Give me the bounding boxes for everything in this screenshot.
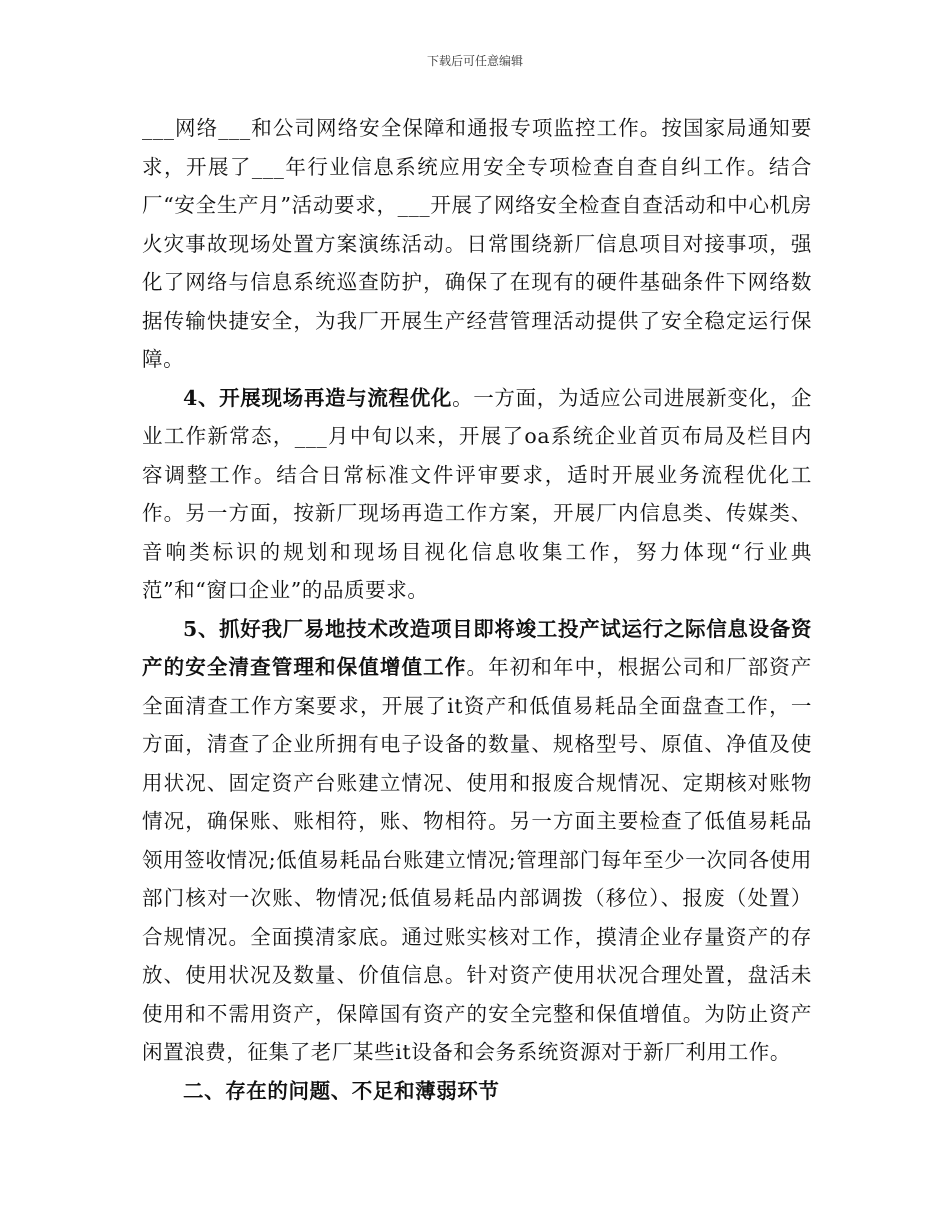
page-header: 下载后可任意编辑 — [426, 54, 523, 68]
document-body — [142, 109, 812, 1110]
item-5-heading: 5、抓好我厂易地技术改造项目即将竣工投产试运行之际信息设备资产的安全清查管理和保值增值工作 — [142, 616, 812, 679]
paragraph-text: 。年初和年中，根据公司和厂部资产全面清查工作方案要求，开展了it资产和低值易耗品全面盘查工作，一方面，清查了企业所拥有电子设备的数量、规格型号、原值、净值及使用状况、固定资产台账建立情况、使用和报废合规情况、定期核对账物情况，确保账、账相符，账、物相符。另一方面主要检查了低值易耗品领用签收情况;低值易耗品台账建立情况;管理部门每年至少一次同各使用部门核对一次账、物情况;低值易耗品内部调拨（移位）、报废（处置）合规情况。全面摸清家底。通过账实核对工作，摸清企业存量资产的存放、使用状况及数量、价值信息。针对资产使用状况合理处置，盘活未使用和不需用资产，保障国有资产的安全完整和保值增值。为防止资产闲置浪费，征集了老厂某些it设备和会务系统资源对于新厂利用工作。 — [142, 655, 812, 1064]
paragraph-item-5 — [142, 610, 812, 1072]
paragraph-text: 。一方面，为适应公司进展新变化，企业工作新常态，___月中旬以来，开展了oa系统企业首页布局及栏目内容调整工作。结合日常标准文件评审要求，适时开展业务流程优化工作。另一方面，按新厂现场再造工作方案，开展厂内信息类、传媒类、音响类标识的规划和现场目视化信息收集工作，努力体现“行业典范”和“窗口企业”的品质要求。 — [142, 385, 812, 602]
section-heading: 二、存在的问题、不足和薄弱环节 — [183, 1078, 500, 1103]
paragraph-item-4 — [142, 379, 812, 610]
paragraph-text: ___网络___和公司网络安全保障和通报专项监控工作。按国家局通知要求，开展了___年行业信息系统应用安全专项检查自查自纠工作。结合厂“安全生产月”活动要求，___开展了网络安全检查自查活动和中心机房火灾事故现场处置方案演练活动。日常围绕新厂信息项目对接事项，强化了网络与信息系统巡查防护，确保了在现有的硬件基础条件下网络数据传输快捷安全，为我厂开展生产经营管理活动提供了安全稳定运行保障。 — [142, 116, 812, 371]
item-4-heading: 4、开展现场再造与流程优化 — [183, 385, 453, 410]
paragraph-network-security — [142, 109, 812, 379]
